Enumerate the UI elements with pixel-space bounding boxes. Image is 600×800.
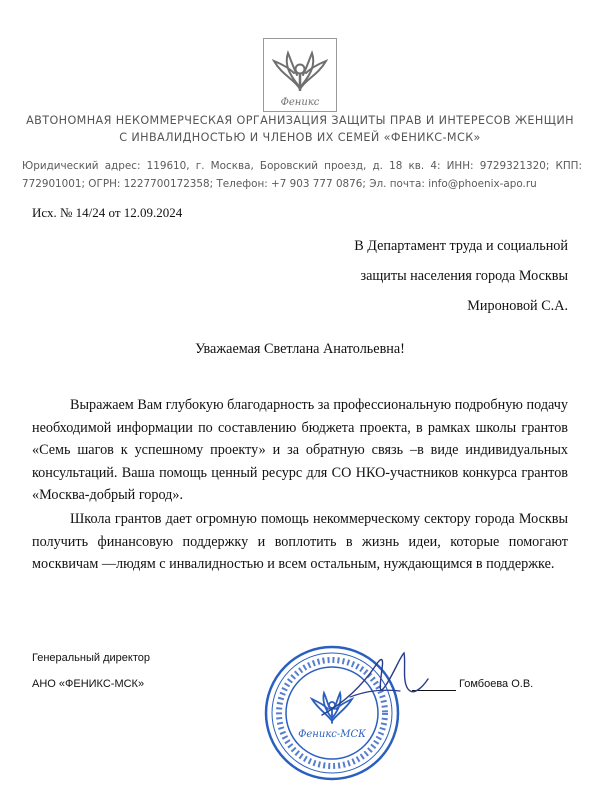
phoenix-bird-icon [264,39,336,111]
signatory-name: Гомбоева О.В. [459,678,534,690]
recipient-block [268,231,568,321]
recipient-line: Мироновой С.А. [467,298,568,314]
signatory-organization: АНО «ФЕНИКС-МСК» [32,678,145,690]
stamp-center-text: Феникс-МСК [298,729,366,740]
body-paragraph: Выражаем Вам глубокую благодарность за профессиональную подробную подачу необходимой информации по составлению бюджета проекта, в рамках школы грантов «Семь шагов к успешному проекту» и за обратную связь –в виде индивидуальных консультаций. Ваша помощь ценный ресурс для СО НКО-участников конкурса грантов «Москва-добрый город». [32,397,568,504]
salutation: Уважаемая Светлана Анатольевна! [195,341,405,357]
body-paragraph: Школа грантов дает огромную помощь некоммерческому сектору города Москвы получить финансовую поддержку и воплотить в жизнь идеи, которые помогают москвичам —людям с инвалидностью и всем остальным, нуждающимся в поддержке. [32,511,568,573]
recipient-line: защиты населения города Москвы [360,268,568,284]
signatory-position: Генеральный директор [32,652,150,664]
organization-name: АВТОНОМНАЯ НЕКОММЕРЧЕСКАЯ ОРГАНИЗАЦИЯ ЗАЩИТЫ ПРАВ И ИНТЕРЕСОВ ЖЕНЩИН С ИНВАЛИДНОСТЬЮ И ЧЛЕНОВ ИХ СЕМЕЙ «ФЕНИКС-МСК» [26,114,574,144]
outgoing-number: Исх. № 14/24 от 12.09.2024 [32,205,183,220]
logo-text: Феникс [280,97,320,108]
organization-details: Юридический адрес: 119610, г. Москва, Боровский проезд, д. 18 кв. 4: ИНН: 9729321320; КПП: 772901001; ОГРН: 1227700172358; Телефон: +7 903 777 0876; Эл. почта: info@phoenix-apo.ru [22,160,582,190]
phoenix-logo [263,38,337,112]
recipient-line: В Департамент труда и социальной [354,238,568,254]
handwritten-signature [320,645,430,725]
